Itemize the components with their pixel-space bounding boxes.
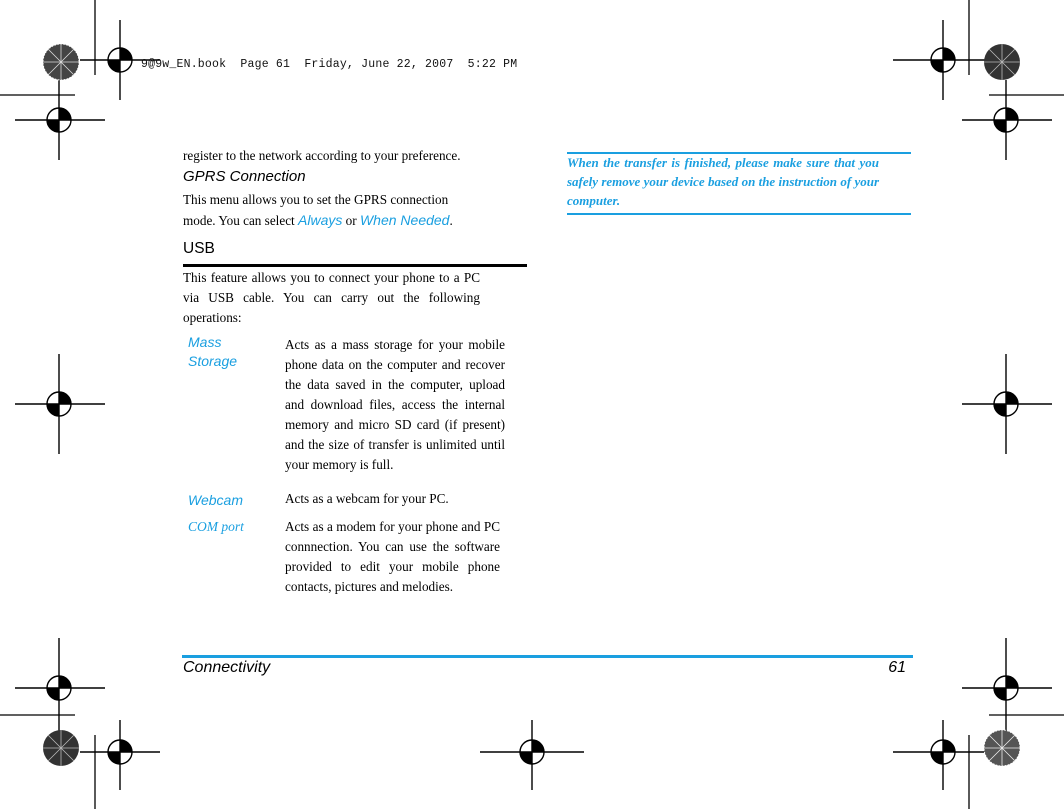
gprs-paragraph: [183, 190, 483, 231]
usb-heading: USB: [183, 240, 215, 257]
gprs-text-before: This menu allows you to set the GPRS connection mode. You can select: [183, 192, 449, 228]
safe-removal-note: When the transfer is finished, please make sure that you safely remove your device based on the instruction of your computer.: [567, 155, 879, 208]
starburst-mark-top-left: [41, 42, 81, 82]
starburst-mark-bottom-left: [41, 728, 81, 768]
page-number: 61: [888, 659, 906, 676]
option-when-needed: When Needed: [359, 212, 450, 228]
registration-target-left-middle: [15, 354, 105, 454]
gprs-text-end: .: [449, 213, 453, 228]
registration-target-right-top: [962, 80, 1052, 160]
usb-heading-rule: [183, 264, 527, 267]
definition-webcam: Acts as a webcam for your PC.: [285, 491, 449, 506]
footer-chapter-title: Connectivity: [183, 659, 271, 676]
definition-com-port: Acts as a modem for your phone and PC connnection. You can use the software provided to edit your mobile phone contacts, pictures and melodies.: [285, 519, 500, 594]
intro-paragraph: register to the network according to your preference.: [183, 148, 461, 163]
gprs-text-or: or: [342, 213, 360, 228]
registration-target-bottom-center: [480, 720, 584, 790]
note-bottom-rule: [567, 213, 911, 215]
registration-target-left-top: [15, 80, 105, 160]
print-stamp: 9@9w_EN.book Page 61 Friday, June 22, 2007 5:22 PM: [141, 58, 518, 71]
registration-target-bottom-right: [893, 720, 993, 790]
term-webcam: Webcam: [188, 492, 243, 508]
registration-target-right-middle: [962, 354, 1052, 454]
starburst-mark-top-right: [982, 42, 1022, 82]
footer-rule: [182, 655, 913, 658]
definition-mass-storage: Acts as a mass storage for your mobile phone data on the computer and recover the data saved in the computer, upload and download files, access the internal memory and micro SD card (if present) and the size of transfer is unlimited until your memory is full.: [285, 337, 505, 472]
registration-target-bottom-left: [80, 720, 160, 790]
term-mass-storage: Mass Storage: [188, 334, 238, 369]
usb-intro: This feature allows you to connect your phone to a PC via USB cable. You can carry out the following operations:: [183, 270, 480, 325]
starburst-mark-bottom-right: [982, 728, 1022, 768]
option-always: Always: [298, 212, 343, 228]
gprs-heading: GPRS Connection: [183, 168, 306, 185]
term-com-port: COM port: [188, 519, 244, 534]
